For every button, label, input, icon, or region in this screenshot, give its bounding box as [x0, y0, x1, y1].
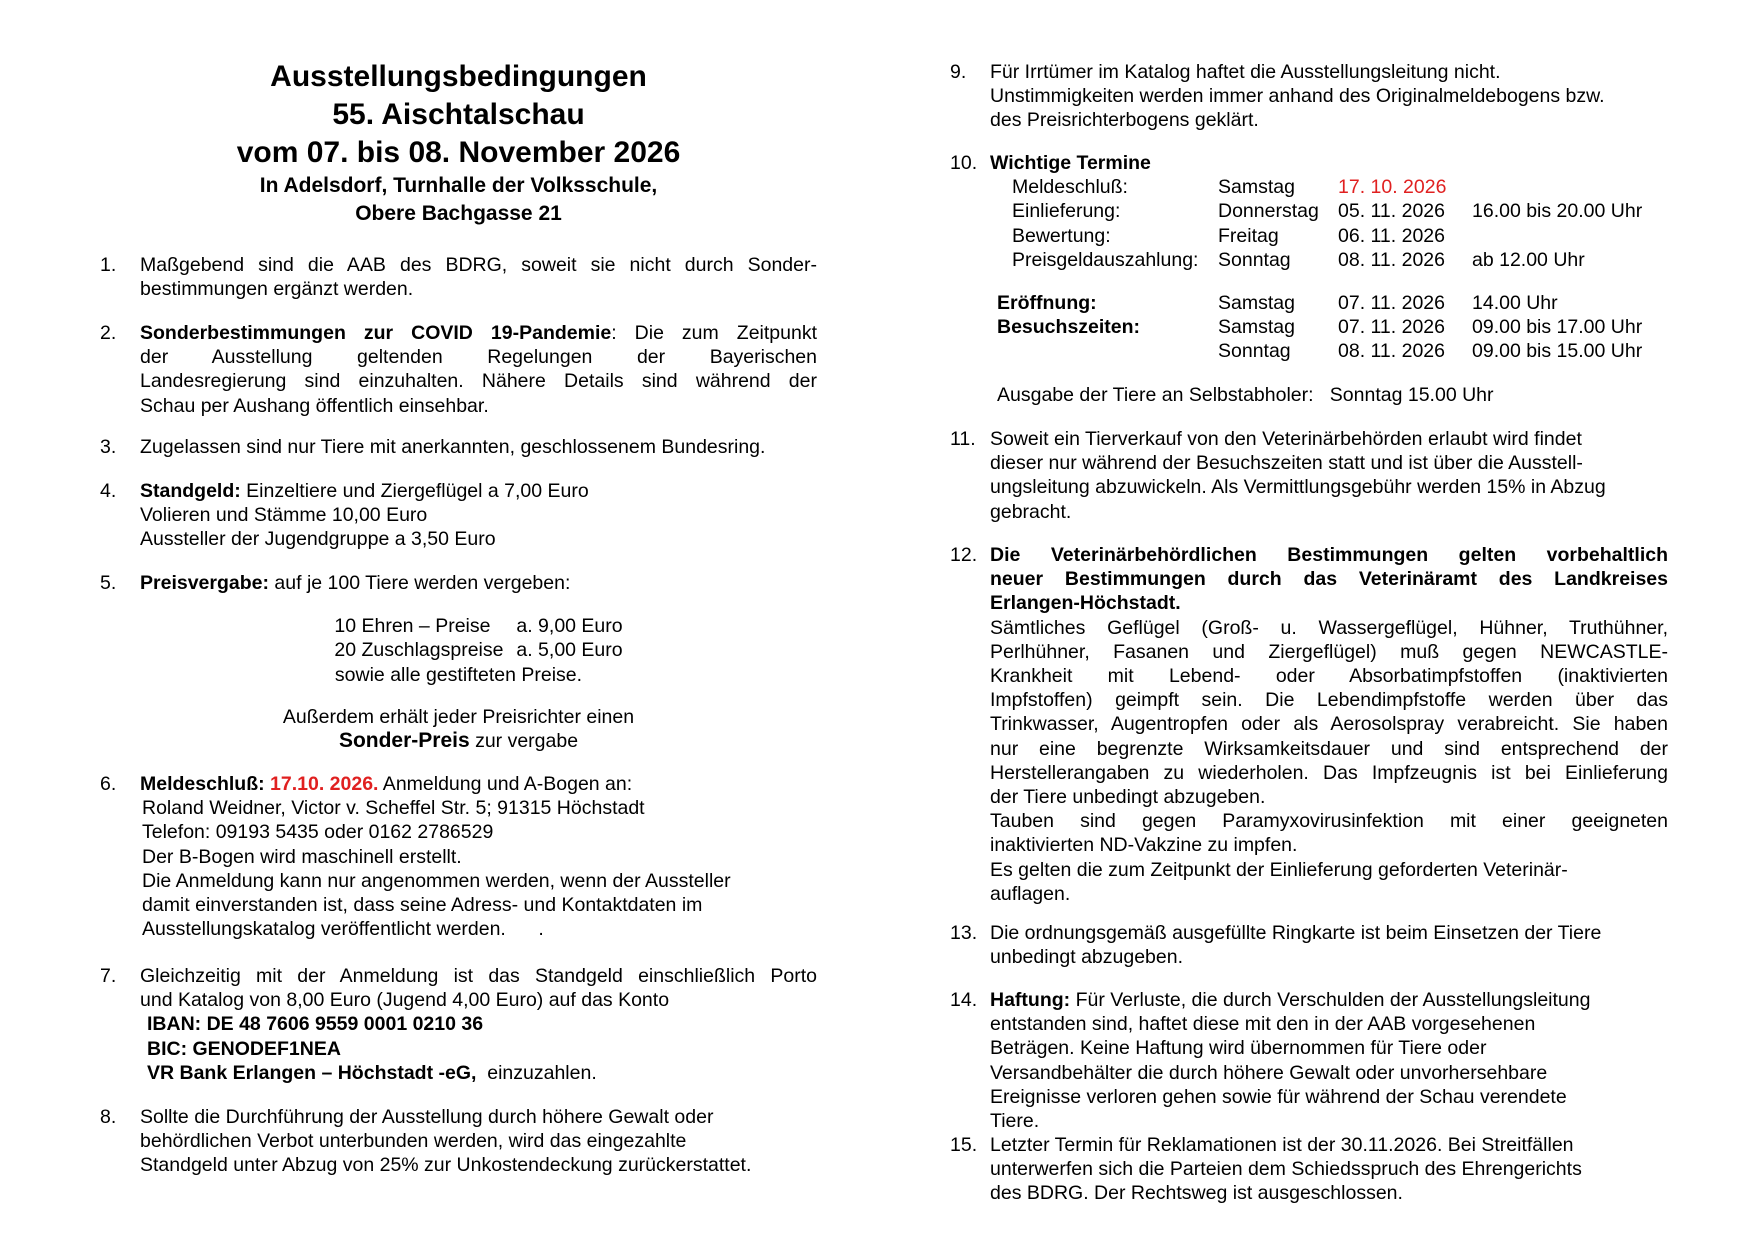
title-line-1: Ausstellungsbedingungen [270, 60, 647, 93]
item-number: 4. [100, 480, 117, 502]
item-bold-lead: Sonderbestimmungen zur COVID 19-Pandemie [140, 322, 612, 344]
item-text: Tauben sind gegen Paramyxovirusinfektion mit einer geeigneten [990, 810, 1668, 833]
date-time: 09.00 bis 15.00 Uhr [1472, 340, 1643, 363]
item-text: Trinkwasser, Augentropfen oder als Aerosolspray verabreicht. Sie haben [990, 713, 1668, 736]
dates-row [997, 339, 1668, 363]
title-line-5: Obere Bachgasse 21 [355, 202, 562, 225]
item-number: 1. [100, 254, 117, 276]
item-number: 10. [950, 152, 978, 174]
dates-table [990, 175, 1668, 272]
item-text: Gleichzeitig mit der Anmeldung ist das Standgeld einschließlich Porto [140, 965, 817, 987]
title-line-4: In Adelsdorf, Turnhalle der Volksschule, [259, 174, 658, 197]
date-time: ab 12.00 Uhr [1472, 248, 1585, 271]
item-text: Herstellerangaben zu wiederholen. Das Impfzeugnis ist bei Einlieferung [990, 761, 1668, 784]
item-text [140, 571, 817, 595]
item-text [990, 988, 1668, 1012]
condition-item-9 [950, 60, 1668, 133]
price-note: sowie alle gestifteten Preise. [334, 663, 583, 686]
condition-item-5 [100, 571, 817, 753]
price-value: a. 5,00 Euro [516, 639, 623, 662]
item-text: behördlichen Verbot unterbunden werden, wird das eingezahlte [140, 1130, 687, 1153]
item-text: Roland Weidner, Victor v. Scheffel Str. 5; 91315 Höchstadt [142, 797, 645, 820]
price-note [100, 729, 817, 753]
item-text: Die ordnungsgemäß ausgefüllte Ringkarte ist beim Einsetzen der Tiere [990, 922, 1602, 944]
item-text: Landesregierung sind einzuhalten. Nähere Details sind während der [140, 370, 817, 393]
date-value: 17. 10. 2026 [1338, 176, 1447, 199]
pickup-note: Ausgabe der Tiere an Selbstabholer: Sonntag 15.00 Uhr [997, 383, 1494, 406]
item-text: Ereignisse verloren gehen sowie für während der Schau verendete [990, 1085, 1567, 1108]
date-day: Samstag [1218, 316, 1295, 339]
item-text: Tiere. [990, 1110, 1040, 1133]
price-label: 20 Zuschlagspreise [334, 639, 504, 662]
item-text: Die Anmeldung kann nur angenommen werden, wenn der Aussteller [142, 869, 731, 892]
item-text: Telefon: 09193 5435 oder 0162 2786529 [142, 821, 494, 844]
item-bold-lead: Preisvergabe: [140, 572, 269, 594]
item-text: der Tiere unbedingt abzugeben. [990, 786, 1266, 809]
item-text [140, 772, 817, 796]
item-number: 15. [950, 1134, 978, 1156]
item-number: 2. [100, 322, 117, 344]
item-bold-text: neuer Bestimmungen durch das Veterinäramt des Landkreises [990, 568, 1668, 591]
item-text: bestimmungen ergänzt werden. [140, 278, 414, 301]
special-prize-label: Sonder-Preis [338, 729, 470, 753]
date-day: Samstag [1218, 292, 1295, 315]
date-day: Freitag [1218, 224, 1279, 247]
item-text: Zugelassen sind nur Tiere mit anerkannten, geschlossenem Bundesring. [140, 436, 766, 458]
item-text [140, 479, 817, 503]
item-text: und Katalog von 8,00 Euro (Jugend 4,00 Euro) auf das Konto [140, 989, 670, 1012]
price-value: a. 9,00 Euro [516, 615, 623, 638]
item-text: unbedingt abzugeben. [990, 946, 1184, 969]
condition-item-11 [950, 427, 1668, 524]
item-text: Der B-Bogen wird maschinell erstellt. [142, 845, 462, 868]
dates-row [997, 291, 1668, 315]
item-number: 9. [950, 61, 967, 83]
condition-item-15 [950, 1133, 1668, 1206]
bank-name: VR Bank Erlangen – Höchstadt -eG, [147, 1061, 477, 1084]
price-label: 10 Ehren – Preise [334, 615, 491, 638]
date-day: Samstag [1218, 176, 1295, 199]
item-text: Krankheit mit Lebend- oder Absorbatimpfstoffen (inaktivierten [990, 665, 1668, 688]
item-text: ungsleitung abzuwickeln. Als Vermittlungsgebühr werden 15% in Abzug [990, 476, 1606, 499]
item-text: inaktivierten ND-Vakzine zu impfen. [990, 834, 1298, 857]
date-time: 09.00 bis 17.00 Uhr [1472, 316, 1643, 339]
date-value: 07. 11. 2026 [1338, 316, 1445, 339]
date-value: 07. 11. 2026 [1338, 292, 1445, 315]
dates-row [1012, 224, 1668, 248]
item-bold-lead: Haftung: [990, 989, 1071, 1011]
condition-item-1 [100, 253, 817, 301]
title-line-3: vom 07. bis 08. November 2026 [236, 136, 681, 169]
date-day: Sonntag [1218, 340, 1291, 363]
condition-item-7 [100, 964, 817, 1085]
item-number: 3. [100, 436, 117, 458]
item-text: des Preisrichterbogens geklärt. [990, 109, 1259, 132]
item-text-span: Anmeldung und A-Bogen an: [378, 773, 633, 795]
date-label: Preisgeldauszahlung: [1012, 248, 1199, 271]
item-text: auflagen. [990, 882, 1071, 905]
bank-iban: IBAN: DE 48 7606 9559 0001 0210 36 [147, 1013, 484, 1036]
item-text: Schau per Aushang öffentlich einsehbar. [140, 394, 489, 417]
item-text [140, 321, 817, 345]
date-label: Bewertung: [1012, 224, 1111, 247]
item-text-span: auf je 100 Tiere werden vergeben: [269, 572, 571, 594]
dates-row [997, 315, 1668, 339]
item-text-span: Einzeltiere und Ziergeflügel a 7,00 Euro [240, 480, 589, 502]
bank-bic: BIC: GENODEF1NEA [147, 1037, 341, 1060]
item-number: 12. [950, 544, 978, 566]
dates-row [1012, 199, 1668, 223]
condition-item-4 [100, 479, 817, 552]
item-number: 13. [950, 922, 978, 944]
date-value: 08. 11. 2026 [1338, 340, 1445, 363]
date-value: 06. 11. 2026 [1338, 224, 1445, 247]
item-text: gebracht. [990, 500, 1072, 523]
item-text: Für Irrtümer im Katalog haftet die Ausstellungsleitung nicht. [990, 61, 1501, 83]
title-line-2: 55. Aischtalschau [332, 98, 585, 131]
date-label: Eröffnung: [997, 292, 1097, 315]
item-number: 6. [100, 773, 117, 795]
item-text-span: : Die zum Zeitpunkt [611, 322, 817, 344]
deadline-date: 17.10. 2026. [264, 773, 379, 795]
condition-item-6 [100, 772, 817, 941]
item-text: Maßgebend sind die AAB des BDRG, soweit sie nicht durch Sonder- [140, 254, 817, 276]
item-text: Ausstellungskatalog veröffentlicht werden. . [142, 918, 544, 941]
opening-table [990, 291, 1668, 364]
item-text: Impfstoffen) geimpft sein. Die Lebendimpfstoffe werden über das [990, 689, 1668, 712]
bank-name-line [140, 1061, 817, 1085]
item-text: Aussteller der Jugendgruppe a 3,50 Euro [140, 528, 496, 551]
date-day: Sonntag [1218, 248, 1291, 271]
item-text: dieser nur während der Besuchszeiten statt und ist über die Ausstell- [990, 452, 1583, 475]
dates-heading: Wichtige Termine [990, 152, 1151, 174]
date-time: 14.00 Uhr [1472, 292, 1558, 315]
condition-item-12 [950, 543, 1668, 906]
item-text: der Ausstellung geltenden Regelungen der Bayerischen [140, 346, 817, 369]
condition-item-10 [950, 151, 1668, 407]
item-text: damit einverstanden ist, dass seine Adress- und Kontaktdaten im [142, 894, 703, 917]
document-title [100, 58, 817, 228]
item-number: 8. [100, 1106, 117, 1128]
dates-row [1012, 175, 1668, 199]
item-number: 14. [950, 989, 978, 1011]
item-text: unterwerfen sich die Parteien dem Schiedsspruch des Ehrengerichts [990, 1158, 1582, 1181]
item-bold-text: Die Veterinärbehördlichen Bestimmungen gelten vorbehaltlich [990, 544, 1668, 566]
item-bold-lead: Standgeld: [140, 480, 241, 502]
date-label: Besuchszeiten: [997, 316, 1141, 339]
item-text: Versandbehälter die durch höhere Gewalt oder unvorhersehbare [990, 1061, 1548, 1084]
item-text: Sämtliches Geflügel (Groß- u. Wassergeflügel, Hühner, Truthühner, [990, 616, 1668, 639]
dates-row [1012, 248, 1668, 272]
item-bold-text: Erlangen-Höchstadt. [990, 592, 1181, 615]
date-value: 08. 11. 2026 [1338, 248, 1445, 271]
condition-item-14 [950, 988, 1668, 1133]
item-text: Unstimmigkeiten werden immer anhand des Originalmeldebogens bzw. [990, 85, 1605, 108]
item-bold-lead: Meldeschluß: [140, 773, 265, 795]
price-note: Außerdem erhält jeder Preisrichter einen [282, 705, 635, 728]
item-text: Letzter Termin für Reklamationen ist der 30.11.2026. Bei Streitfällen [990, 1134, 1574, 1156]
date-value: 05. 11. 2026 [1338, 200, 1445, 223]
date-label [997, 339, 1218, 363]
condition-item-3 [100, 435, 817, 459]
date-label: Meldeschluß: [1012, 176, 1128, 199]
item-text: des BDRG. Der Rechtsweg ist ausgeschlossen. [990, 1182, 1403, 1205]
item-text: Sollte die Durchführung der Ausstellung durch höhere Gewalt oder [140, 1106, 714, 1128]
date-time: 16.00 bis 20.00 Uhr [1472, 200, 1643, 223]
item-text: Es gelten die zum Zeitpunkt der Einlieferung geforderten Veterinär- [990, 858, 1568, 881]
price-row [140, 638, 817, 662]
item-number: 11. [950, 428, 976, 450]
price-row [140, 614, 817, 638]
item-number: 7. [100, 965, 117, 987]
condition-item-8 [100, 1105, 817, 1178]
date-label: Einlieferung: [1012, 200, 1121, 223]
item-number: 5. [100, 572, 117, 594]
item-text: Beträgen. Keine Haftung wird übernommen für Tiere oder [990, 1037, 1487, 1060]
item-text: entstanden sind, haftet diese mit den in der AAB vorgesehenen [990, 1013, 1536, 1036]
item-text: Volieren und Stämme 10,00 Euro [140, 504, 428, 527]
item-text-span: einzuzahlen. [476, 1061, 597, 1084]
date-day: Donnerstag [1218, 200, 1319, 223]
item-text: Standgeld unter Abzug von 25% zur Unkostendeckung zurückerstattet. [140, 1154, 752, 1177]
condition-item-2 [100, 321, 817, 418]
item-text-span: Für Verluste, die durch Verschulden der Ausstellungsleitung [1070, 989, 1591, 1011]
condition-item-13 [950, 921, 1668, 969]
item-text: nur eine begrenzte Wirksamkeitsdauer und sind entsprechend der [990, 737, 1668, 760]
item-text-span: zur vergabe [469, 730, 579, 753]
item-text: Soweit ein Tierverkauf von den Veterinärbehörden erlaubt wird findet [990, 428, 1582, 450]
item-text: Perlhühner, Fasanen und Ziergeflügel) muß gegen NEWCASTLE- [990, 640, 1668, 663]
